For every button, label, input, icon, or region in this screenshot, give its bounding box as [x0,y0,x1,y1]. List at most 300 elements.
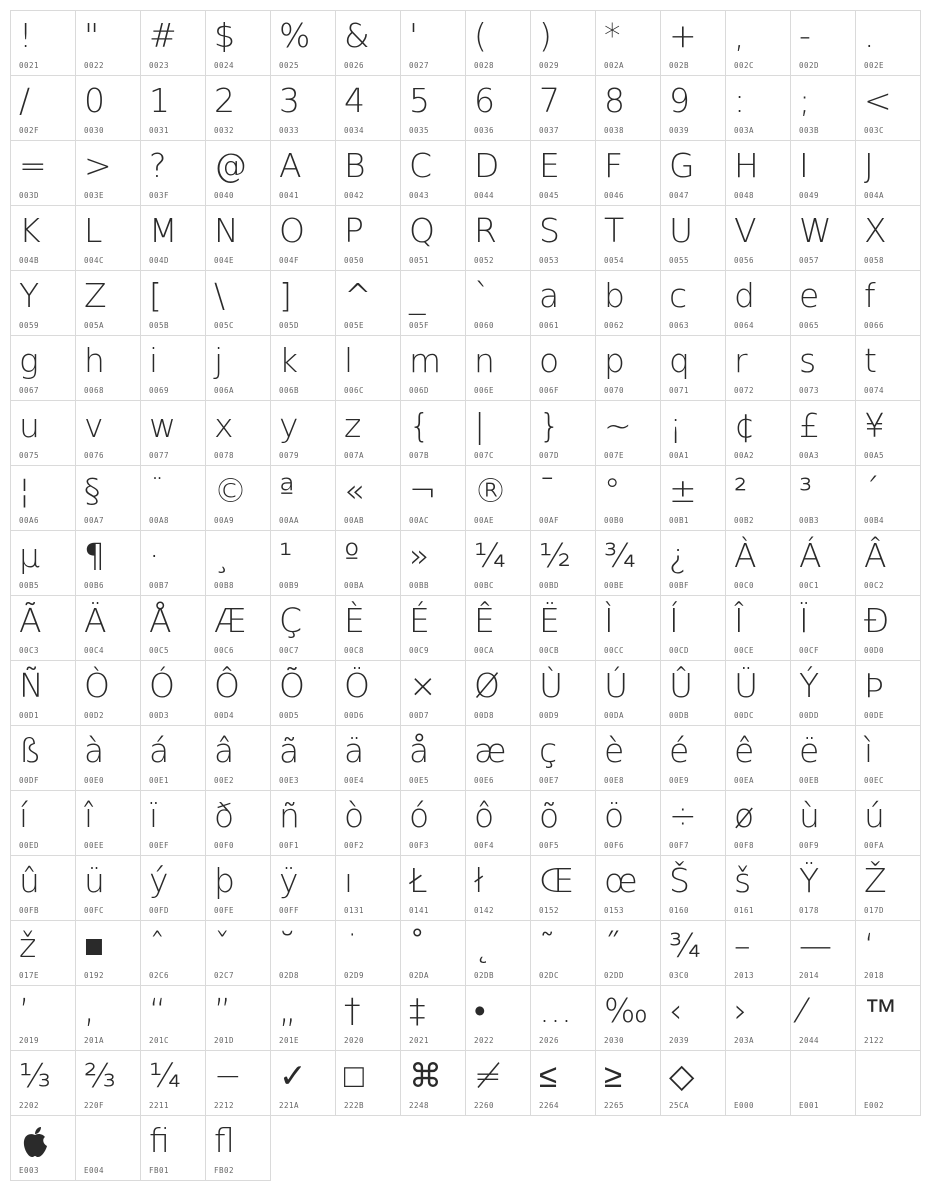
glyph-character: ¾ [669,926,701,965]
glyph-cell[interactable] [400,790,466,856]
glyph-cell[interactable] [270,790,336,856]
glyph-character: 5 [409,81,430,120]
glyph-cell[interactable] [335,530,401,596]
glyph-character: š [734,861,752,900]
glyph-code-label: 00DE [864,711,885,720]
glyph-cell[interactable] [335,75,401,141]
glyph-cell[interactable] [790,205,856,271]
glyph-cell[interactable] [660,270,726,336]
glyph-cell[interactable] [660,595,726,661]
glyph-code-label: 017E [19,971,40,980]
glyph-cell[interactable] [270,530,336,596]
glyph-cell[interactable] [725,335,791,401]
glyph-cell[interactable] [270,465,336,531]
glyph-code-label: 00B9 [279,581,300,590]
glyph-cell[interactable] [465,530,531,596]
glyph-cell[interactable] [205,75,271,141]
glyph-character: l [344,341,354,380]
glyph-cell[interactable] [75,400,141,466]
glyph-cell[interactable] [400,335,466,401]
glyph-cell[interactable] [465,595,531,661]
glyph-cell[interactable] [790,75,856,141]
glyph-cell[interactable] [10,465,76,531]
glyph-cell[interactable] [270,205,336,271]
glyph-cell[interactable] [10,725,76,791]
glyph-cell[interactable] [205,400,271,466]
glyph-cell[interactable] [725,530,791,596]
glyph-character: ³ [799,471,813,510]
glyph-cell[interactable] [660,140,726,206]
glyph-cell[interactable] [75,465,141,531]
glyph-cell[interactable] [790,790,856,856]
glyph-cell[interactable] [465,790,531,856]
glyph-cell[interactable] [270,595,336,661]
glyph-cell[interactable] [595,335,661,401]
glyph-cell[interactable] [660,10,726,76]
glyph-cell[interactable] [205,1115,271,1181]
glyph-cell[interactable] [75,270,141,336]
glyph-cell[interactable] [660,920,726,986]
glyph-cell[interactable] [595,75,661,141]
glyph-cell[interactable] [790,10,856,76]
glyph-cell[interactable] [75,205,141,271]
glyph-cell[interactable] [10,1050,76,1116]
glyph-cell[interactable] [75,790,141,856]
glyph-code-label: E000 [734,1101,755,1110]
glyph-cell[interactable] [205,140,271,206]
glyph-code-label: 0056 [734,256,755,265]
glyph-cell[interactable] [725,10,791,76]
glyph-cell[interactable] [465,465,531,531]
glyph-cell[interactable] [595,465,661,531]
glyph-character: 4 [344,81,365,120]
glyph-character: ﬂ [214,1121,235,1160]
glyph-cell[interactable] [725,270,791,336]
glyph-cell[interactable] [530,75,596,141]
glyph-cell[interactable] [205,205,271,271]
glyph-cell[interactable] [205,530,271,596]
glyph-cell[interactable] [400,725,466,791]
glyph-cell[interactable] [75,1050,141,1116]
glyph-cell[interactable] [335,855,401,921]
glyph-code-label: 0030 [84,126,105,135]
glyph-cell[interactable] [595,10,661,76]
glyph-character: ¶ [84,536,105,575]
glyph-cell[interactable] [335,595,401,661]
glyph-cell[interactable] [10,205,76,271]
glyph-cell[interactable] [465,205,531,271]
glyph-cell[interactable] [465,660,531,726]
glyph-code-label: E001 [799,1101,820,1110]
glyph-character: ˚ [409,926,426,965]
glyph-cell[interactable] [660,1050,726,1116]
glyph-cell[interactable] [10,530,76,596]
glyph-character: - [799,16,811,55]
glyph-cell[interactable] [660,205,726,271]
glyph-cell[interactable] [205,270,271,336]
glyph-cell[interactable] [335,140,401,206]
glyph-cell[interactable] [855,205,921,271]
glyph-cell[interactable] [660,790,726,856]
glyph-cell[interactable] [75,1115,141,1181]
glyph-cell[interactable] [335,725,401,791]
glyph-cell[interactable] [465,1050,531,1116]
glyph-cell[interactable] [660,855,726,921]
glyph-cell[interactable] [530,335,596,401]
glyph-cell[interactable] [10,270,76,336]
glyph-cell[interactable] [400,660,466,726]
glyph-cell[interactable] [725,660,791,726]
glyph-cell[interactable] [855,75,921,141]
glyph-cell[interactable] [270,10,336,76]
glyph-character: ⌘ [409,1056,442,1095]
glyph-cell[interactable] [530,530,596,596]
glyph-cell[interactable] [10,595,76,661]
glyph-code-label: 00D0 [864,646,885,655]
glyph-cell[interactable] [530,595,596,661]
glyph-code-label: 0045 [539,191,560,200]
glyph-cell[interactable] [790,335,856,401]
glyph-character: e [799,276,820,315]
glyph-character: * [604,16,621,55]
glyph-cell[interactable] [790,920,856,986]
glyph-cell[interactable] [855,595,921,661]
glyph-cell[interactable] [725,595,791,661]
glyph-cell[interactable] [335,790,401,856]
glyph-cell[interactable] [790,1050,856,1116]
glyph-cell[interactable] [725,985,791,1051]
glyph-cell[interactable] [595,270,661,336]
glyph-cell[interactable] [335,465,401,531]
glyph-cell[interactable] [140,985,206,1051]
glyph-cell[interactable] [10,920,76,986]
glyph-cell[interactable] [140,335,206,401]
glyph-cell[interactable] [595,595,661,661]
glyph-cell[interactable] [790,725,856,791]
glyph-cell[interactable] [725,855,791,921]
glyph-cell[interactable] [595,1050,661,1116]
glyph-code-label: 006E [474,386,495,395]
glyph-cell[interactable] [725,920,791,986]
glyph-cell[interactable] [400,400,466,466]
glyph-cell[interactable] [140,140,206,206]
glyph-cell[interactable] [10,335,76,401]
glyph-cell[interactable] [205,985,271,1051]
glyph-cell[interactable] [75,920,141,986]
glyph-cell[interactable] [10,400,76,466]
glyph-cell[interactable] [595,660,661,726]
glyph-cell[interactable] [725,725,791,791]
glyph-cell[interactable] [855,530,921,596]
glyph-cell[interactable] [75,530,141,596]
glyph-cell[interactable] [335,400,401,466]
glyph-cell[interactable] [855,465,921,531]
glyph-code-label: 0062 [604,321,625,330]
glyph-cell[interactable] [400,10,466,76]
glyph-cell[interactable] [465,725,531,791]
glyph-cell[interactable] [790,855,856,921]
glyph-cell[interactable] [660,335,726,401]
glyph-cell[interactable] [140,465,206,531]
glyph-cell[interactable] [205,790,271,856]
glyph-cell[interactable] [140,10,206,76]
glyph-cell[interactable] [660,660,726,726]
glyph-cell[interactable] [335,10,401,76]
glyph-cell[interactable] [335,270,401,336]
glyph-cell[interactable] [530,205,596,271]
glyph-cell[interactable] [595,920,661,986]
glyph-cell[interactable] [595,790,661,856]
glyph-cell[interactable] [75,660,141,726]
glyph-character: ª [279,471,295,510]
glyph-cell[interactable] [75,75,141,141]
glyph-cell[interactable] [725,400,791,466]
glyph-cell[interactable] [855,985,921,1051]
glyph-cell[interactable] [660,75,726,141]
glyph-cell[interactable] [270,270,336,336]
glyph-cell[interactable] [855,10,921,76]
glyph-cell[interactable] [270,855,336,921]
glyph-cell[interactable] [140,270,206,336]
glyph-code-label: 0069 [149,386,170,395]
glyph-cell[interactable] [465,270,531,336]
glyph-cell[interactable] [205,725,271,791]
glyph-cell[interactable] [335,1050,401,1116]
glyph-cell[interactable] [75,595,141,661]
glyph-cell[interactable] [530,660,596,726]
glyph-cell[interactable] [660,465,726,531]
glyph-character: î [84,796,94,835]
glyph-code-label: 002F [19,126,40,135]
glyph-character: † [344,991,361,1030]
glyph-cell[interactable] [660,530,726,596]
glyph-cell[interactable] [465,10,531,76]
glyph-cell[interactable] [530,920,596,986]
glyph-cell[interactable] [855,725,921,791]
glyph-cell[interactable] [270,725,336,791]
glyph-cell[interactable] [465,400,531,466]
glyph-cell[interactable] [465,855,531,921]
glyph-cell[interactable] [335,660,401,726]
glyph-cell[interactable] [855,920,921,986]
glyph-cell[interactable] [595,205,661,271]
glyph-character: © [214,471,247,510]
glyph-cell[interactable] [400,465,466,531]
glyph-cell[interactable] [205,595,271,661]
glyph-cell[interactable] [790,985,856,1051]
glyph-cell[interactable] [465,985,531,1051]
glyph-cell[interactable] [270,660,336,726]
glyph-code-label: 0051 [409,256,430,265]
glyph-cell[interactable] [10,855,76,921]
glyph-cell[interactable] [530,400,596,466]
glyph-cell[interactable] [530,270,596,336]
glyph-code-label: 00FC [84,906,105,915]
glyph-cell[interactable] [855,140,921,206]
glyph-code-label: 00F9 [799,841,820,850]
glyph-code-label: 005C [214,321,235,330]
glyph-cell[interactable] [595,985,661,1051]
glyph-cell[interactable] [465,75,531,141]
glyph-character: 1 [149,81,170,120]
glyph-code-label: 00B8 [214,581,235,590]
glyph-cell[interactable] [595,855,661,921]
glyph-cell[interactable] [660,725,726,791]
glyph-cell[interactable] [205,660,271,726]
glyph-character: ¹ [279,536,293,575]
glyph-cell[interactable] [270,920,336,986]
glyph-cell[interactable] [725,205,791,271]
glyph-cell[interactable] [530,985,596,1051]
glyph-code-label: 203A [734,1036,755,1045]
glyph-cell[interactable] [400,1050,466,1116]
glyph-cell[interactable] [855,1050,921,1116]
glyph-cell[interactable] [75,140,141,206]
glyph-cell[interactable] [400,270,466,336]
glyph-cell[interactable] [855,855,921,921]
glyph-cell[interactable] [790,530,856,596]
glyph-code-label: FB01 [149,1166,170,1175]
glyph-cell[interactable] [530,1050,596,1116]
glyph-cell[interactable] [10,790,76,856]
glyph-cell[interactable] [75,10,141,76]
glyph-cell[interactable] [530,855,596,921]
glyph-cell[interactable] [465,335,531,401]
glyph-cell[interactable] [595,725,661,791]
glyph-cell[interactable] [595,140,661,206]
glyph-cell[interactable] [335,205,401,271]
glyph-cell[interactable] [855,270,921,336]
glyph-character: % [279,16,311,55]
glyph-cell[interactable] [140,530,206,596]
glyph-code-label: 0046 [604,191,625,200]
glyph-cell[interactable] [270,75,336,141]
glyph-cell[interactable] [205,465,271,531]
glyph-character: ) [539,16,552,55]
glyph-cell[interactable] [400,205,466,271]
glyph-cell[interactable] [335,920,401,986]
glyph-code-label: 00CE [734,646,755,655]
glyph-cell[interactable] [400,985,466,1051]
glyph-cell[interactable] [855,400,921,466]
glyph-cell[interactable] [140,855,206,921]
glyph-character: Á [799,536,822,575]
glyph-cell[interactable] [140,790,206,856]
glyph-cell[interactable] [75,335,141,401]
glyph-code-label: 002C [734,61,755,70]
glyph-code-label: 005A [84,321,105,330]
glyph-cell[interactable] [790,140,856,206]
glyph-cell[interactable] [530,790,596,856]
glyph-cell[interactable] [790,465,856,531]
glyph-cell[interactable] [140,400,206,466]
glyph-cell[interactable] [270,400,336,466]
glyph-cell[interactable] [855,335,921,401]
glyph-cell[interactable] [205,920,271,986]
glyph-cell[interactable] [205,855,271,921]
glyph-cell[interactable] [140,920,206,986]
glyph-cell[interactable] [595,400,661,466]
glyph-cell[interactable] [205,1050,271,1116]
glyph-code-label: 002B [669,61,690,70]
glyph-cell[interactable] [400,140,466,206]
glyph-cell[interactable] [75,725,141,791]
glyph-character: f [864,276,876,315]
glyph-cell[interactable] [140,205,206,271]
glyph-cell[interactable] [530,140,596,206]
glyph-cell[interactable] [465,920,531,986]
glyph-cell[interactable] [530,10,596,76]
glyph-cell[interactable] [75,855,141,921]
glyph-cell[interactable] [140,725,206,791]
glyph-cell[interactable] [530,725,596,791]
glyph-cell[interactable] [10,75,76,141]
glyph-cell[interactable] [10,660,76,726]
glyph-cell[interactable] [140,1115,206,1181]
glyph-cell[interactable] [400,855,466,921]
glyph-cell[interactable] [400,530,466,596]
glyph-cell[interactable] [465,140,531,206]
glyph-cell[interactable] [660,400,726,466]
glyph-cell[interactable] [725,465,791,531]
glyph-cell[interactable] [270,1050,336,1116]
glyph-cell[interactable] [400,920,466,986]
glyph-character: + [669,16,697,55]
glyph-cell[interactable] [790,595,856,661]
glyph-cell[interactable] [530,465,596,531]
glyph-code-label: 201A [84,1036,105,1045]
glyph-cell[interactable] [140,75,206,141]
glyph-cell[interactable] [10,10,76,76]
glyph-cell[interactable] [400,595,466,661]
glyph-character: ì [864,731,874,770]
glyph-character: ˆ [149,926,166,965]
glyph-cell[interactable] [725,140,791,206]
glyph-cell[interactable] [855,660,921,726]
glyph-cell[interactable] [725,790,791,856]
glyph-cell[interactable] [10,985,76,1051]
glyph-cell[interactable] [595,530,661,596]
glyph-cell[interactable] [790,400,856,466]
glyph-code-label: 0071 [669,386,690,395]
glyph-character: « [344,471,365,510]
glyph-cell[interactable] [205,335,271,401]
glyph-cell[interactable] [205,10,271,76]
glyph-code-label: 0059 [19,321,40,330]
glyph-cell[interactable] [855,790,921,856]
glyph-cell[interactable] [270,335,336,401]
glyph-cell[interactable] [335,985,401,1051]
glyph-cell[interactable] [140,1050,206,1116]
glyph-cell[interactable] [270,985,336,1051]
glyph-cell[interactable] [725,75,791,141]
glyph-cell[interactable] [790,660,856,726]
glyph-cell[interactable] [660,985,726,1051]
glyph-cell[interactable] [400,75,466,141]
glyph-character: − [214,1056,242,1095]
glyph-cell[interactable] [140,595,206,661]
glyph-character: W [799,211,832,250]
glyph-character: é [669,731,690,770]
glyph-cell[interactable] [725,1050,791,1116]
glyph-cell[interactable] [140,660,206,726]
glyph-cell[interactable] [75,985,141,1051]
glyph-cell[interactable] [790,270,856,336]
glyph-cell[interactable] [335,335,401,401]
glyph-cell[interactable] [270,140,336,206]
glyph-cell[interactable] [10,140,76,206]
glyph-cell[interactable] [10,1115,76,1181]
